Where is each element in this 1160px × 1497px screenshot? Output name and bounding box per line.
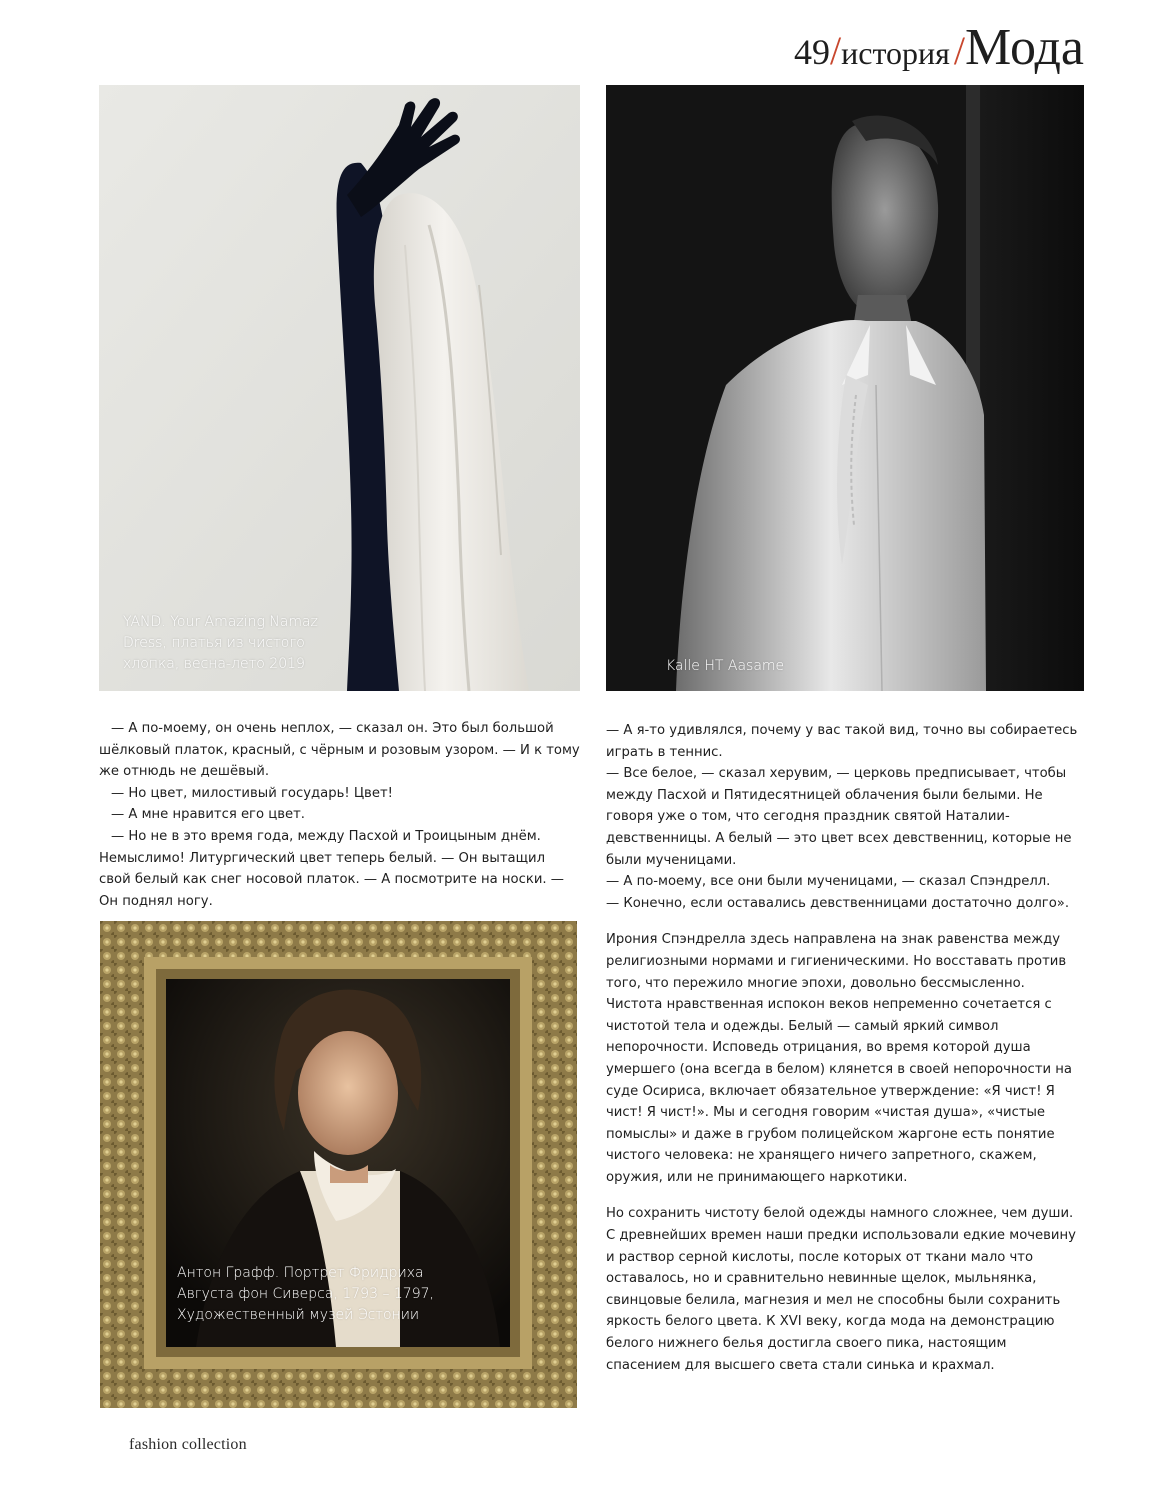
framed-portrait-photo xyxy=(100,921,577,1408)
dress-photo xyxy=(99,85,580,691)
page-header xyxy=(794,18,1084,77)
dialogue-line: — А по-моему, все они были мученицами, — сказал Спэндрелл. xyxy=(606,874,1051,890)
page-number: 49 xyxy=(794,32,831,72)
dialogue-paragraph: — Но цвет, милостивый государь! Цвет! xyxy=(111,785,393,801)
right-column-text xyxy=(606,720,1084,1376)
dialogue-paragraph: — Но не в это время года, между Пасхой и Троицыным днём. Немыслимо! Литургический цвет теперь белый. — Он вытащил свой белый как снег носовой платок. — А посмотрите на носки. — Он поднял ногу. xyxy=(99,828,564,909)
dialogue-paragraph: — А по-моему, он очень неплох, — сказал он. Это был большой шёлковый платок, красный, с чёрным и розовым узором. — И к тому же отнюдь не дешёвый. xyxy=(99,721,580,780)
magazine-brand-footer: fashion collection xyxy=(129,1436,247,1453)
dress-photo-illustration xyxy=(99,85,580,691)
man-photo-illustration xyxy=(606,85,1084,691)
header-slash: / xyxy=(953,28,966,73)
caption-line: хлопка, весна-лето 2019 xyxy=(123,656,305,672)
framed-portrait-illustration xyxy=(100,921,577,1408)
man-in-white-shirt-photo xyxy=(606,85,1084,691)
caption-line: YAND. Your Amazing Namaz xyxy=(123,614,318,630)
left-column-text xyxy=(99,718,580,912)
dress-photo-caption xyxy=(123,612,353,675)
dialogue-paragraph: — А мне нравится его цвет. xyxy=(111,807,305,823)
body-paragraph: Ирония Спэндрелла здесь направлена на знак равенства между религиозными нормами и гигиеническими. Но восставать против того, что пережило многие эпохи, довольно бессмысленно. Чистота нравственная испокон веков непременно сочетается с чистотой тела и одежды. Белый — самый яркий символ непорочности. Исповедь отрицания, во время которой душа умершего (она всегда в белом) клянется в своей непорочности на суде Осириса, включает обязательное утверждение: «Я чист! Я чист! Я чист!». Мы и сегодня говорим «чистая душа», «чистые помыслы» и даже в грубом полицейском жаргоне есть понятие чистого человека: не хранящего ничего запретного, скажем, оружия, или не принимающего наркотики. xyxy=(606,932,1072,1185)
caption-line: Художественный музей Эстонии xyxy=(177,1307,420,1323)
caption-line: Антон Графф. Портрет Фридриха xyxy=(177,1265,424,1281)
paragraph-gap xyxy=(606,914,1084,929)
dialogue-line: — Все белое, — сказал херувим, — церковь предписывает, чтобы между Пасхой и Пятидесятницей облачения были белыми. Не говоря уже о том, что сегодня праздник святой Наталии-девственницы. А белый — это цвет всех девственниц, которые не были мученицами. xyxy=(606,766,1072,868)
dialogue-line: — А я-то удивлялся, почему у вас такой вид, точно вы собираетесь играть в теннис. xyxy=(606,723,1078,760)
body-paragraph: Но сохранить чистоту белой одежды намного сложнее, чем души. С древнейших времен наши предки использовали едкие мочевину и раствор серной кислоты, после которых от ткани мало что оставалось, но и сравнительно невинные щелок, мыльнянка, свинцовые белила, магнезия и мел не способны были сохранить яркость белого цвета. К XVI веку, когда мода на демонстрацию белого нижнего белья достигла своего пика, настоящим спасением для высшего света стали синька и крахмал. xyxy=(606,1206,1076,1373)
section-title: история xyxy=(841,35,950,71)
paragraph-gap xyxy=(606,1188,1084,1203)
man-photo-caption: Kalle HT Aasame xyxy=(666,658,785,674)
portrait-caption xyxy=(177,1263,467,1326)
magazine-section-title: Мода xyxy=(965,19,1084,76)
header-slash: / xyxy=(830,28,842,73)
dialogue-line: — Конечно, если оставались девственницами достаточно долго». xyxy=(606,895,1070,911)
caption-line: Августа фон Сиверса, 1793 – 1797, xyxy=(177,1286,434,1302)
caption-line: Dress, платья из чистого xyxy=(123,635,305,651)
